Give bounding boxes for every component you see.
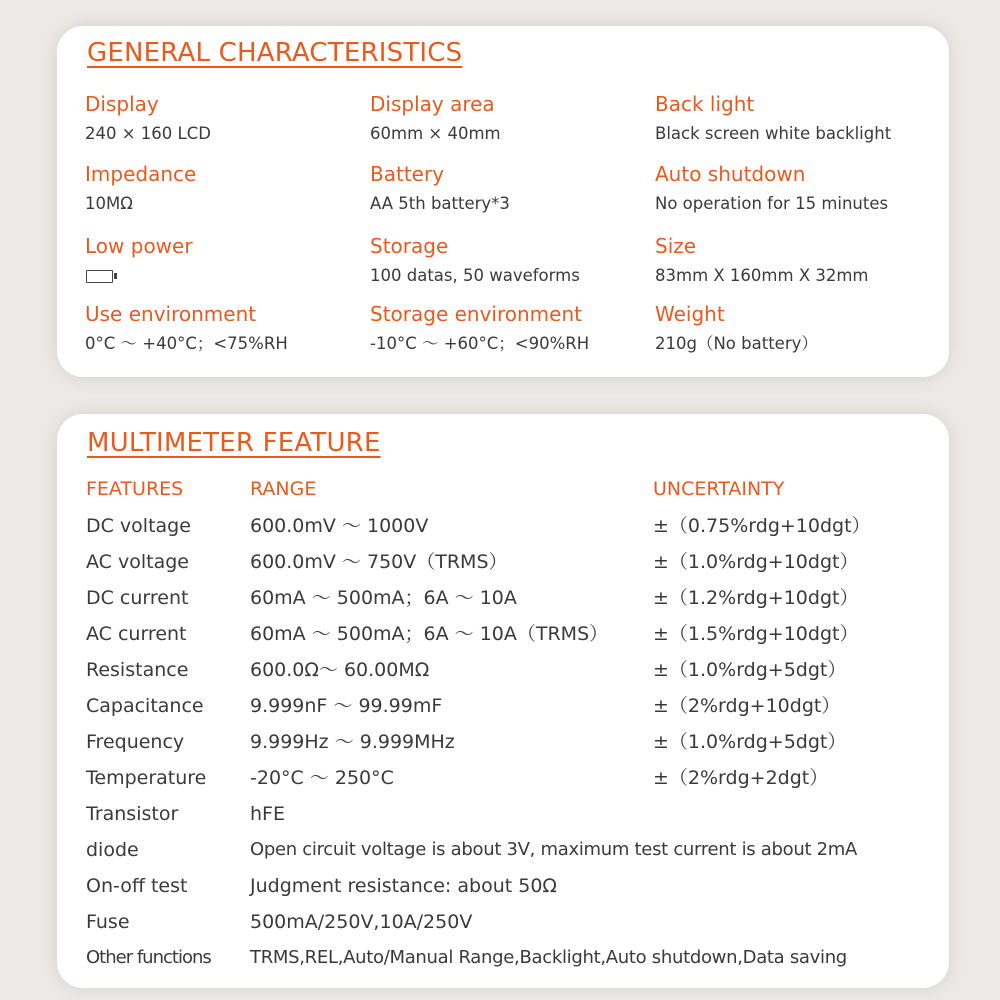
table-row (57, 655, 949, 691)
uncertainty-cell: ±（2%rdg+10dgt） (653, 695, 841, 717)
spec-label: Impedance (85, 162, 197, 186)
table-row (57, 691, 949, 727)
range-cell: Judgment resistance: about 50Ω (250, 875, 557, 897)
feature-cell: Resistance (86, 659, 189, 681)
multimeter-feature-card (57, 414, 949, 988)
feature-cell: AC current (86, 623, 187, 645)
spec-storage (370, 234, 650, 287)
spec-value: 210g（No battery） (655, 334, 818, 353)
feature-cell: Other functions (86, 947, 211, 968)
header-uncertainty: UNCERTAINTY (653, 478, 785, 500)
table-row (57, 835, 949, 871)
table-row (57, 943, 949, 979)
multimeter-feature-title: MULTIMETER FEATURE (87, 428, 381, 458)
range-cell: -20°C ～ 250°C (250, 767, 394, 789)
spec-storage-environment (370, 302, 650, 355)
spec-label: Size (655, 234, 697, 258)
table-row (57, 619, 949, 655)
spec-value: No operation for 15 minutes (655, 194, 889, 213)
feature-cell: On-off test (86, 875, 188, 897)
spec-value: AA 5th battery*3 (370, 194, 510, 213)
range-cell: 600.0mV ～ 750V（TRMS） (250, 551, 508, 573)
uncertainty-cell: ±（1.0%rdg+5dgt） (653, 659, 847, 681)
spec-use-environment (85, 302, 365, 355)
spec-label: Low power (85, 234, 193, 258)
spec-low-power (85, 234, 365, 289)
uncertainty-cell: ±（0.75%rdg+10dgt） (653, 515, 871, 537)
table-row (57, 763, 949, 799)
header-range: RANGE (250, 478, 317, 500)
feature-cell: AC voltage (86, 551, 189, 573)
table-row (57, 583, 949, 619)
spec-label: Weight (655, 302, 725, 326)
range-cell: 600.0mV ～ 1000V (250, 515, 429, 537)
spec-label: Storage environment (370, 302, 582, 326)
spec-auto-shutdown (655, 162, 935, 215)
spec-value: 240 × 160 LCD (85, 124, 211, 143)
spec-label: Auto shutdown (655, 162, 806, 186)
uncertainty-cell: ±（1.5%rdg+10dgt） (653, 623, 859, 645)
feature-cell: Capacitance (86, 695, 204, 717)
range-cell: 600.0Ω～ 60.00MΩ (250, 659, 430, 681)
range-cell: Open circuit voltage is about 3V, maximum test current is about 2mA (250, 839, 858, 860)
spec-value: 0°C ～ +40°C；<75%RH (85, 334, 288, 353)
spec-label: Display (85, 92, 159, 116)
table-row (57, 907, 949, 943)
feature-cell: Temperature (86, 767, 207, 789)
table-row (57, 727, 949, 763)
spec-label: Back light (655, 92, 755, 116)
range-cell: 60mA ～ 500mA；6A ～ 10A（TRMS） (250, 623, 609, 645)
spec-label: Battery (370, 162, 445, 186)
uncertainty-cell: ±（1.0%rdg+5dgt） (653, 731, 847, 753)
range-cell: 9.999Hz ～ 9.999MHz (250, 731, 455, 753)
uncertainty-cell: ±（2%rdg+2dgt） (653, 767, 829, 789)
spec-weight (655, 302, 935, 355)
table-row (57, 511, 949, 547)
spec-value: 100 datas, 50 waveforms (370, 266, 580, 285)
feature-cell: Frequency (86, 731, 185, 753)
uncertainty-cell: ±（1.2%rdg+10dgt） (653, 587, 859, 609)
spec-size (655, 234, 935, 287)
spec-value: 60mm × 40mm (370, 124, 501, 143)
range-cell: 60mA ～ 500mA；6A ～ 10A (250, 587, 517, 609)
spec-value: 83mm X 160mm X 32mm (655, 266, 869, 285)
spec-label: Use environment (85, 302, 257, 326)
feature-cell: Fuse (86, 911, 130, 933)
battery-icon (86, 270, 113, 283)
table-row (57, 799, 949, 835)
feature-cell: DC current (86, 587, 189, 609)
spec-battery (370, 162, 650, 215)
range-cell: TRMS,REL,Auto/Manual Range,Backlight,Auto shutdown,Data saving (250, 947, 847, 968)
uncertainty-cell: ±（1.0%rdg+10dgt） (653, 551, 859, 573)
spec-value: 10MΩ (85, 194, 133, 213)
table-row (57, 871, 949, 907)
spec-display-area (370, 92, 650, 145)
range-cell: 9.999nF ～ 99.99mF (250, 695, 443, 717)
header-features: FEATURES (86, 478, 184, 500)
range-cell: hFE (250, 803, 285, 825)
spec-back-light (655, 92, 935, 145)
table-row (57, 547, 949, 583)
spec-impedance (85, 162, 365, 215)
general-characteristics-title: GENERAL CHARACTERISTICS (87, 38, 463, 68)
spec-label: Display area (370, 92, 495, 116)
spec-display (85, 92, 365, 145)
spec-label: Storage (370, 234, 449, 258)
feature-cell: diode (86, 839, 139, 861)
feature-cell: Transistor (86, 803, 179, 825)
spec-value: -10°C ～ +60°C；<90%RH (370, 334, 590, 353)
spec-value: Black screen white backlight (655, 124, 892, 143)
range-cell: 500mA/250V,10A/250V (250, 911, 473, 933)
general-characteristics-card (57, 26, 949, 377)
feature-cell: DC voltage (86, 515, 191, 537)
